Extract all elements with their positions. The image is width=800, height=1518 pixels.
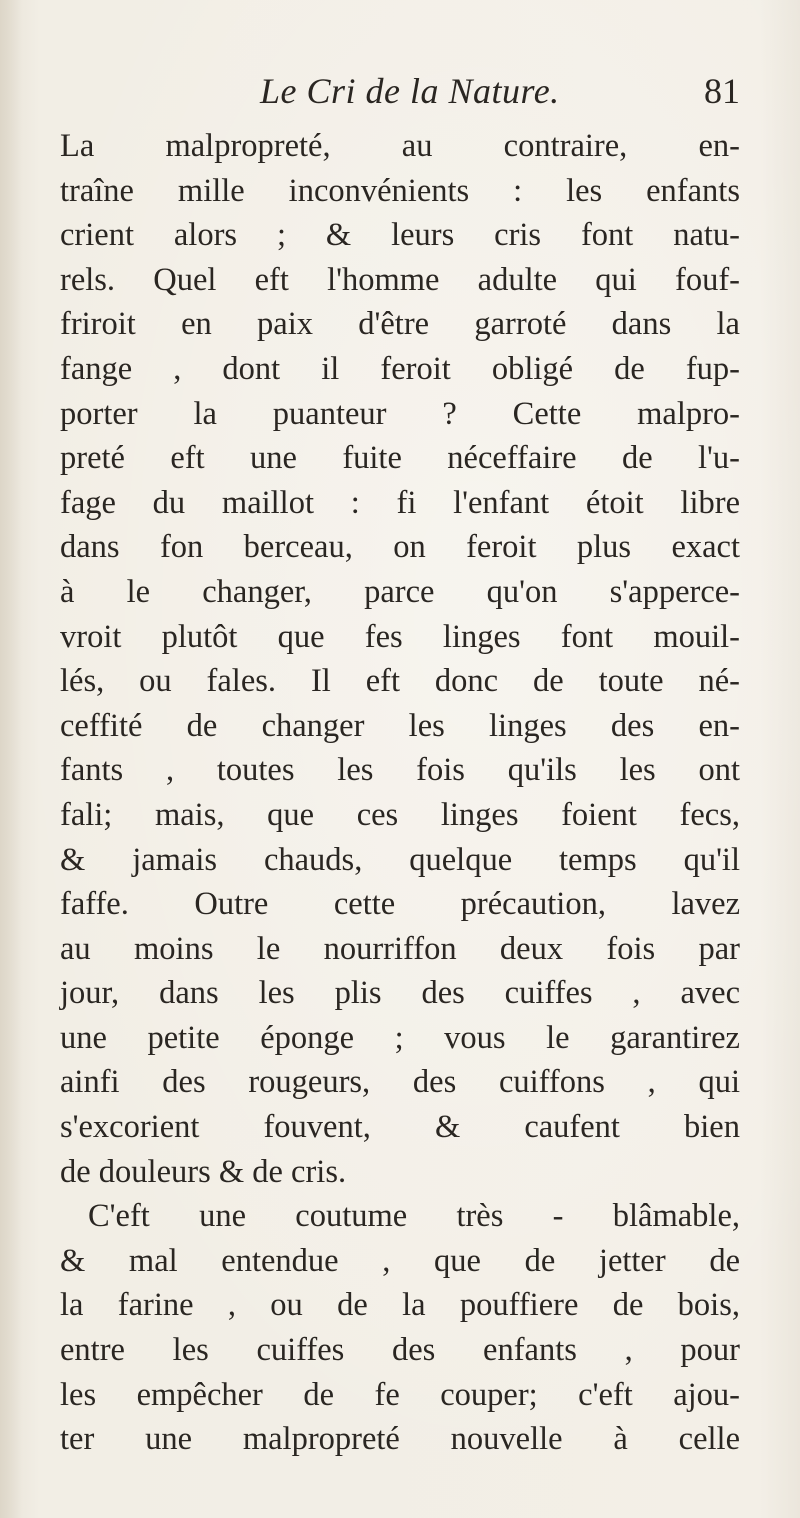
text-line: ainfi des rougeurs, des cuiffons , qui	[60, 1064, 740, 1101]
running-title: Le Cri de la Nature.	[260, 71, 560, 111]
text-line: la farine , ou de la pouffiere de bois,	[60, 1287, 740, 1324]
text-line: rels. Quel eft l'homme adulte qui fouf-	[60, 261, 740, 298]
text-line: lés, ou fales. Il eft donc de toute né-	[60, 663, 740, 700]
text-line: entre les cuiffes des enfants , pour	[60, 1332, 740, 1369]
page-header	[260, 70, 740, 122]
text-line: les empêcher de fe couper; c'eft ajou-	[60, 1376, 740, 1413]
text-line: fali; mais, que ces linges foient fecs,	[60, 796, 740, 833]
page-number: 81	[704, 71, 740, 111]
text-line: dans fon berceau, on feroit plus exact	[60, 529, 740, 566]
text-line: fants , toutes les fois qu'ils les ont	[60, 752, 740, 789]
text-line: ceffité de changer les linges des en-	[60, 707, 740, 744]
text-line: porter la puanteur ? Cette malpro-	[60, 395, 740, 432]
text-line: faffe. Outre cette précaution, lavez	[60, 886, 740, 923]
body-text	[60, 124, 740, 1462]
text-line: vroit plutôt que fes linges font mouil-	[60, 618, 740, 655]
text-line: preté eft une fuite néceffaire de l'u-	[60, 440, 740, 477]
text-line: ter une malpropreté nouvelle à celle	[60, 1421, 740, 1458]
text-line: crient alors ; & leurs cris font natu-	[60, 217, 740, 254]
text-line: friroit en paix d'être garroté dans la	[60, 306, 740, 343]
text-line: s'excorient fouvent, & caufent bien	[60, 1109, 740, 1146]
text-line: & mal entendue , que de jetter de	[60, 1242, 740, 1279]
text-line: au moins le nourriffon deux fois par	[60, 930, 740, 967]
text-line: & jamais chauds, quelque temps qu'il	[60, 841, 740, 878]
text-line: fage du maillot : fi l'enfant étoit libre	[60, 484, 740, 521]
text-line: traîne mille inconvénients : les enfants	[60, 172, 740, 209]
text-line: C'eft une coutume très - blâmable,	[88, 1198, 740, 1235]
text-line: jour, dans les plis des cuiffes , avec	[60, 975, 740, 1012]
text-line: une petite éponge ; vous le garantirez	[60, 1019, 740, 1056]
text-line: La malpropreté, au contraire, en-	[60, 128, 740, 164]
text-line: de douleurs & de cris.	[60, 1153, 347, 1190]
text-line: à le changer, parce qu'on s'apperce-	[60, 573, 740, 610]
text-line: fange , dont il feroit obligé de fup-	[60, 350, 740, 387]
page-gutter	[0, 0, 22, 1518]
